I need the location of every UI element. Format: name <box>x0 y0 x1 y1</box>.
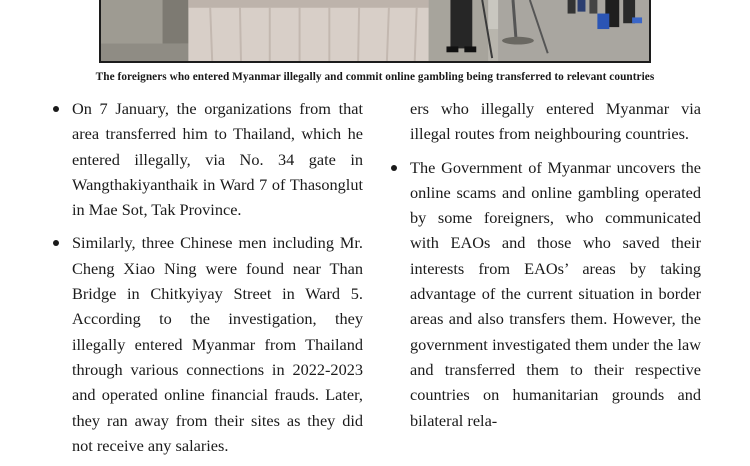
left-paragraph-1: On 7 January, the organizations from that area transferred him to Thailand, which he entered illegally, via No. 34 gate in Wangthakiyanthaik in Ward 7 of Thasonglut in Mae Sot, Tak Province. <box>72 96 363 222</box>
photo-handover-ceremony-icon <box>101 0 649 61</box>
photo-caption: The foreigners who entered Myanmar illegally and commit online gambling being transferred to relevant countries <box>95 71 655 83</box>
news-photo <box>99 0 651 63</box>
left-paragraph-2: Similarly, three Chinese men including Mr. Cheng Xiao Ning were found near Than Bridge in Chitkyiyay Street in Ward 5. According to the investigation, they illegally entered Myanmar from Thailand through various connections in 2022-2023 and operated online financial frauds. Later, they ran away from their sites as they did not receive any salaries. <box>72 230 363 458</box>
right-column <box>410 96 701 441</box>
right-continuation-paragraph: ers who illegally entered Myanmar via illegal routes from neighbouring countries. <box>410 99 701 144</box>
left-column <box>72 96 363 466</box>
right-paragraph-1: The Government of Myanmar uncovers the online scams and online gambling operated by some foreigners, who communicated with EAOs and those who saved their interests from EAOs’ areas by taking advantage of the current situation in border areas and also transfers them. However, the government investigated them under the law and transferred them to their respective countries on humanitarian grounds and bilateral rela- <box>410 155 701 433</box>
